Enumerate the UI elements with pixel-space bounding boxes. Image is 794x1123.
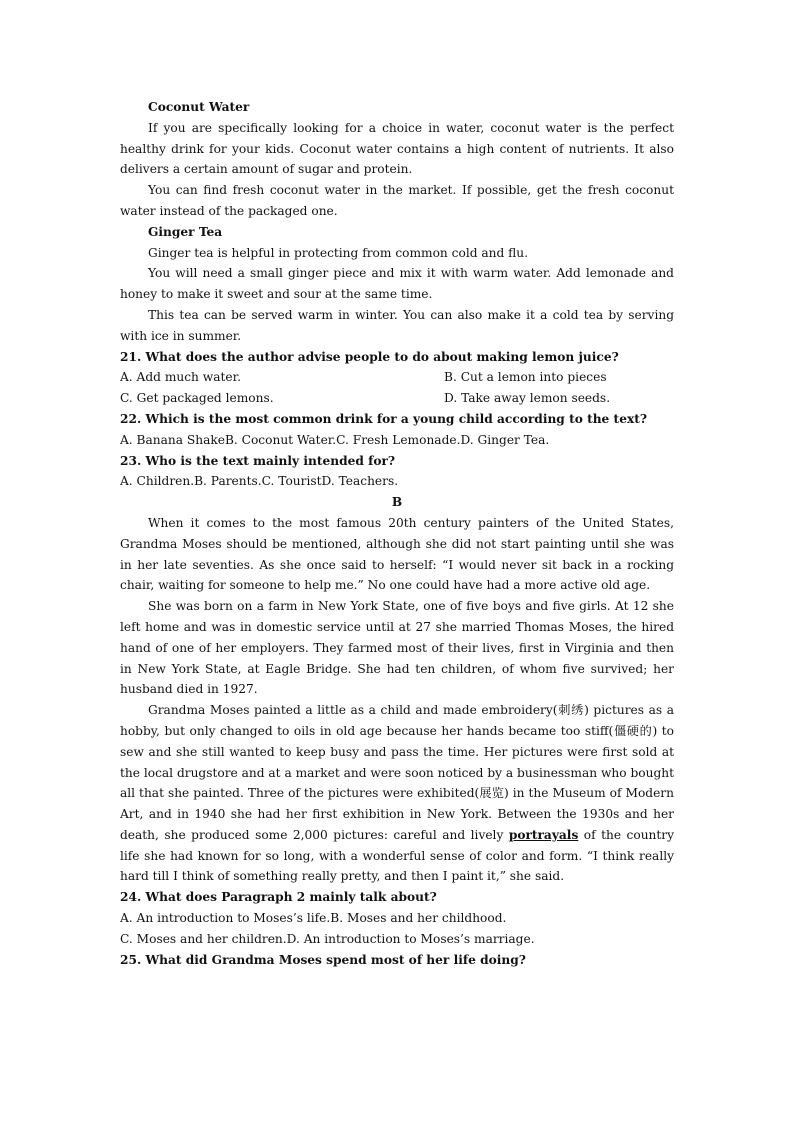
option-21-d: D. Take away lemon seeds.	[444, 391, 611, 406]
option-21-a: A. Add much water.	[120, 370, 241, 385]
underlined-word-portrayals: portrayals	[508, 827, 579, 842]
question-24-options-line-2: C. Moses and her children.D. An introduction to Moses’s marriage.	[120, 931, 535, 946]
heading-coconut-water: Coconut Water	[148, 100, 250, 114]
paragraph-b-2: She was born on a farm in New York State, one of five boys and five girls. At 12 she left home and was in domestic service until at 27 she married Thomas Moses, the hired hand of one of her employers. They farmed most of their lives, first in Virginia and then in New York State, at Eagle Bridge. She had ten children, of whom five survived; her husband died in 1927.	[120, 599, 674, 697]
section-b-heading: B	[391, 495, 403, 510]
question-24: 24. What does Paragraph 2 mainly talk about?	[120, 890, 437, 905]
paragraph-ginger-2: You will need a small ginger piece and mix it with warm water. Add lemonade and honey to make it sweet and sour at the same time.	[120, 266, 674, 302]
paragraph-ginger-1: Ginger tea is helpful in protecting from common cold and flu.	[148, 245, 529, 260]
option-21-c: C. Get packaged lemons.	[120, 391, 274, 406]
heading-ginger-tea: Ginger Tea	[148, 224, 223, 239]
paragraph-coconut-2: You can find fresh coconut water in the market. If possible, get the fresh coconut water instead of the packaged one.	[120, 183, 674, 218]
question-22-options: A. Banana ShakeB. Coconut Water.C. Fresh Lemonade.D. Ginger Tea.	[120, 432, 550, 447]
question-21: 21. What does the author advise people to do about making lemon juice?	[120, 349, 619, 364]
question-21-options-row-2	[120, 388, 674, 409]
paragraph-b-1: When it comes to the most famous 20th century painters of the United States, Grandma Moses should be mentioned, although she did not start painting until she was in her late seventies. As she once said to herself: “I would never sit back in a rocking chair, waiting for someone to help me.” No one could have had a more active old age.	[120, 515, 674, 593]
question-23: 23. Who is the text mainly intended for?	[120, 453, 396, 468]
question-23-options: A. Children.B. Parents.C. TouristD. Teachers.	[120, 474, 399, 489]
option-21-b: B. Cut a lemon into pieces	[444, 370, 607, 385]
question-21-options-row-1	[120, 367, 674, 388]
question-25: 25. What did Grandma Moses spend most of her life doing?	[120, 952, 526, 967]
paragraph-b-3-part-2: of the country life she had known for so long, with a wonderful sense of color and form. “I think really hard till I think of something really pretty, and then I paint it,” she said.	[120, 827, 674, 884]
question-24-options-line-1: A. An introduction to Moses’s life.B. Moses and her childhood.	[120, 911, 507, 926]
paragraph-ginger-3: This tea can be served warm in winter. You can also make it a cold tea by serving with ice in summer.	[120, 307, 674, 343]
document-page	[120, 97, 674, 970]
paragraph-b-3	[120, 700, 674, 887]
question-22: 22. Which is the most common drink for a young child according to the text?	[120, 411, 647, 426]
paragraph-coconut-1: If you are specifically looking for a choice in water, coconut water is the perfect healthy drink for your kids. Coconut water contains a high content of nutrients. It also delivers a certain amount of sugar and protein.	[120, 120, 674, 177]
paragraph-b-3-part-1: Grandma Moses painted a little as a child and made embroidery(刺绣) pictures as a hobby, but only changed to oils in old age because her hands became too stiff(僵硬的) to sew and she still wanted to keep busy and pass the time. Her pictures were first sold at the local drugstore and at a market and were soon noticed by a businessman who bought all that she painted. Three of the pictures were exhibited(展览) in the Museum of Modern Art, and in 1940 she had her first exhibition in New York. Between the 1930s and her death, she produced some 2,000 pictures: careful and lively	[120, 703, 674, 842]
